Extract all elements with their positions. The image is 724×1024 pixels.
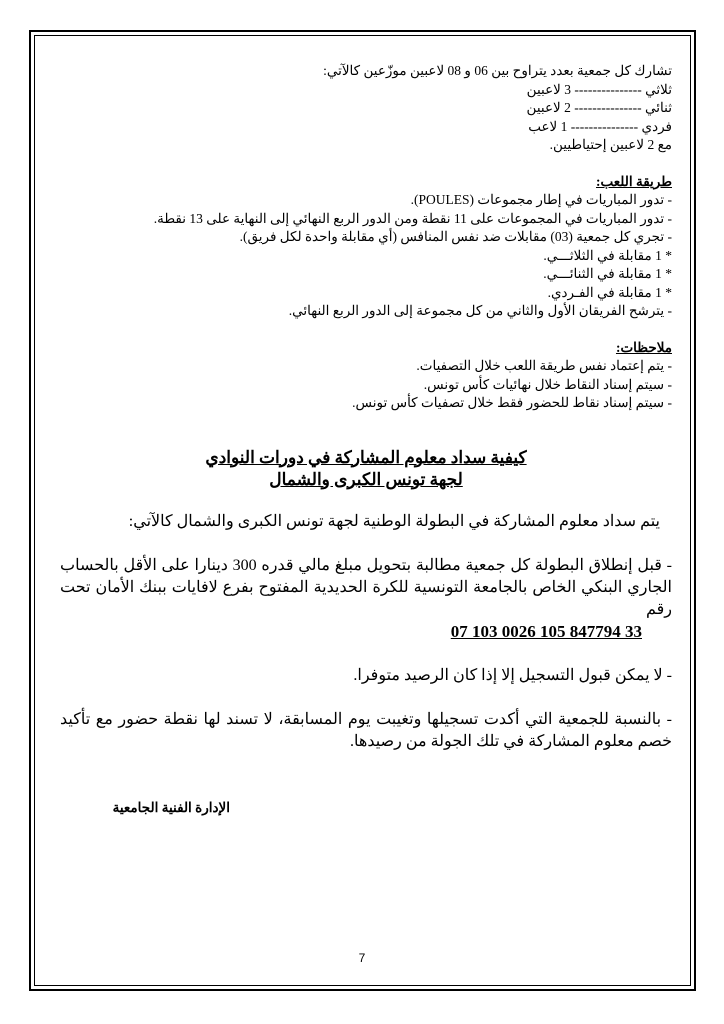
notes-heading: ملاحظات:	[615, 339, 672, 355]
fees-title-line: كيفية سداد معلوم المشاركة في دورات النوادي	[205, 447, 527, 467]
game-method-section	[60, 173, 672, 321]
fees-paragraph: - قبل إنطلاق البطولة كل جمعية مطالبة بتحويل مبلغ مالي قدره 300 دينارا على الأقل بالحساب الجاري البنكي الخاص بالجامعة التونسية للكرة الحديدية المفتوح بفرع لافايات ببنك الأمان تحت رقم	[60, 556, 673, 618]
participation-line: ثلاثي --------------- 3 لاعبين	[526, 81, 672, 97]
page-number: 7	[358, 951, 366, 965]
participation-line: ثنائي --------------- 2 لاعبين	[526, 100, 672, 115]
document-body	[60, 62, 672, 753]
participation-line: مع 2 لاعبين إحتياطيين.	[549, 137, 672, 152]
fees-title	[60, 447, 672, 491]
participation-line: فردي --------------- 1 لاعب	[528, 118, 672, 134]
fees-title-line: لجهة تونس الكبرى والشمال	[269, 469, 463, 489]
bank-account-number: 07 103 0026 105 847794 33	[450, 621, 642, 641]
notes-line: - سيتم إسناد النقاط خلال نهائيات كأس تونس.	[423, 376, 672, 392]
game-method-heading: طريقة اللعب:	[596, 173, 672, 189]
participation-section	[60, 62, 672, 155]
game-method-line: - تجري كل جمعية (03) مقابلات ضد نفس المنافس (أي مقابلة واحدة لكل فريق).	[239, 229, 672, 244]
fees-paragraph: - بالنسبة للجمعية التي أكدت تسجيلها وتغيبت يوم المسابقة، لا تسند لها نقطة حضور مع تأكيد خصم معلوم المشاركة في تلك الجولة من رصيدها.	[60, 710, 672, 750]
participation-intro: تشارك كل جمعية بعدد يتراوح بين 06 و 08 لاعبين موزّعين كالآتي:	[323, 63, 672, 78]
notes-line: - يتم إعتماد نفس طريقة اللعب خلال التصفيات.	[416, 358, 672, 373]
game-method-line: - تدور المباريات في المجموعات على 11 نقطة ومن الدور الربع النهائي إلى النهاية على 13 نقطة.	[153, 210, 672, 226]
fees-intro: يتم سداد معلوم المشاركة في البطولة الوطنية لجهة تونس الكبرى والشمال كالآتي:	[128, 512, 660, 530]
signature: الإدارة الفنية الجامعية	[112, 800, 230, 815]
fees-paragraph: - لا يمكن قبول التسجيل إلا إذا كان الرصيد متوفرا.	[353, 666, 672, 684]
game-method-line: - تدور المباريات في إطار مجموعات (POULES).	[410, 192, 672, 207]
fees-section	[60, 511, 672, 753]
notes-section	[60, 339, 672, 413]
game-method-line: * 1 مقابلة في الثلاثـــي.	[543, 247, 672, 263]
notes-line: - سيتم إسناد نقاط للحضور فقط خلال تصفيات كأس تونس.	[352, 395, 672, 410]
game-method-line: * 1 مقابلة في الثنائـــي.	[543, 266, 672, 281]
game-method-line: - يترشح الفريقان الأول والثاني من كل مجموعة إلى الدور الربع النهائي.	[288, 303, 672, 318]
game-method-line: * 1 مقابلة في الفـردي.	[547, 284, 672, 300]
